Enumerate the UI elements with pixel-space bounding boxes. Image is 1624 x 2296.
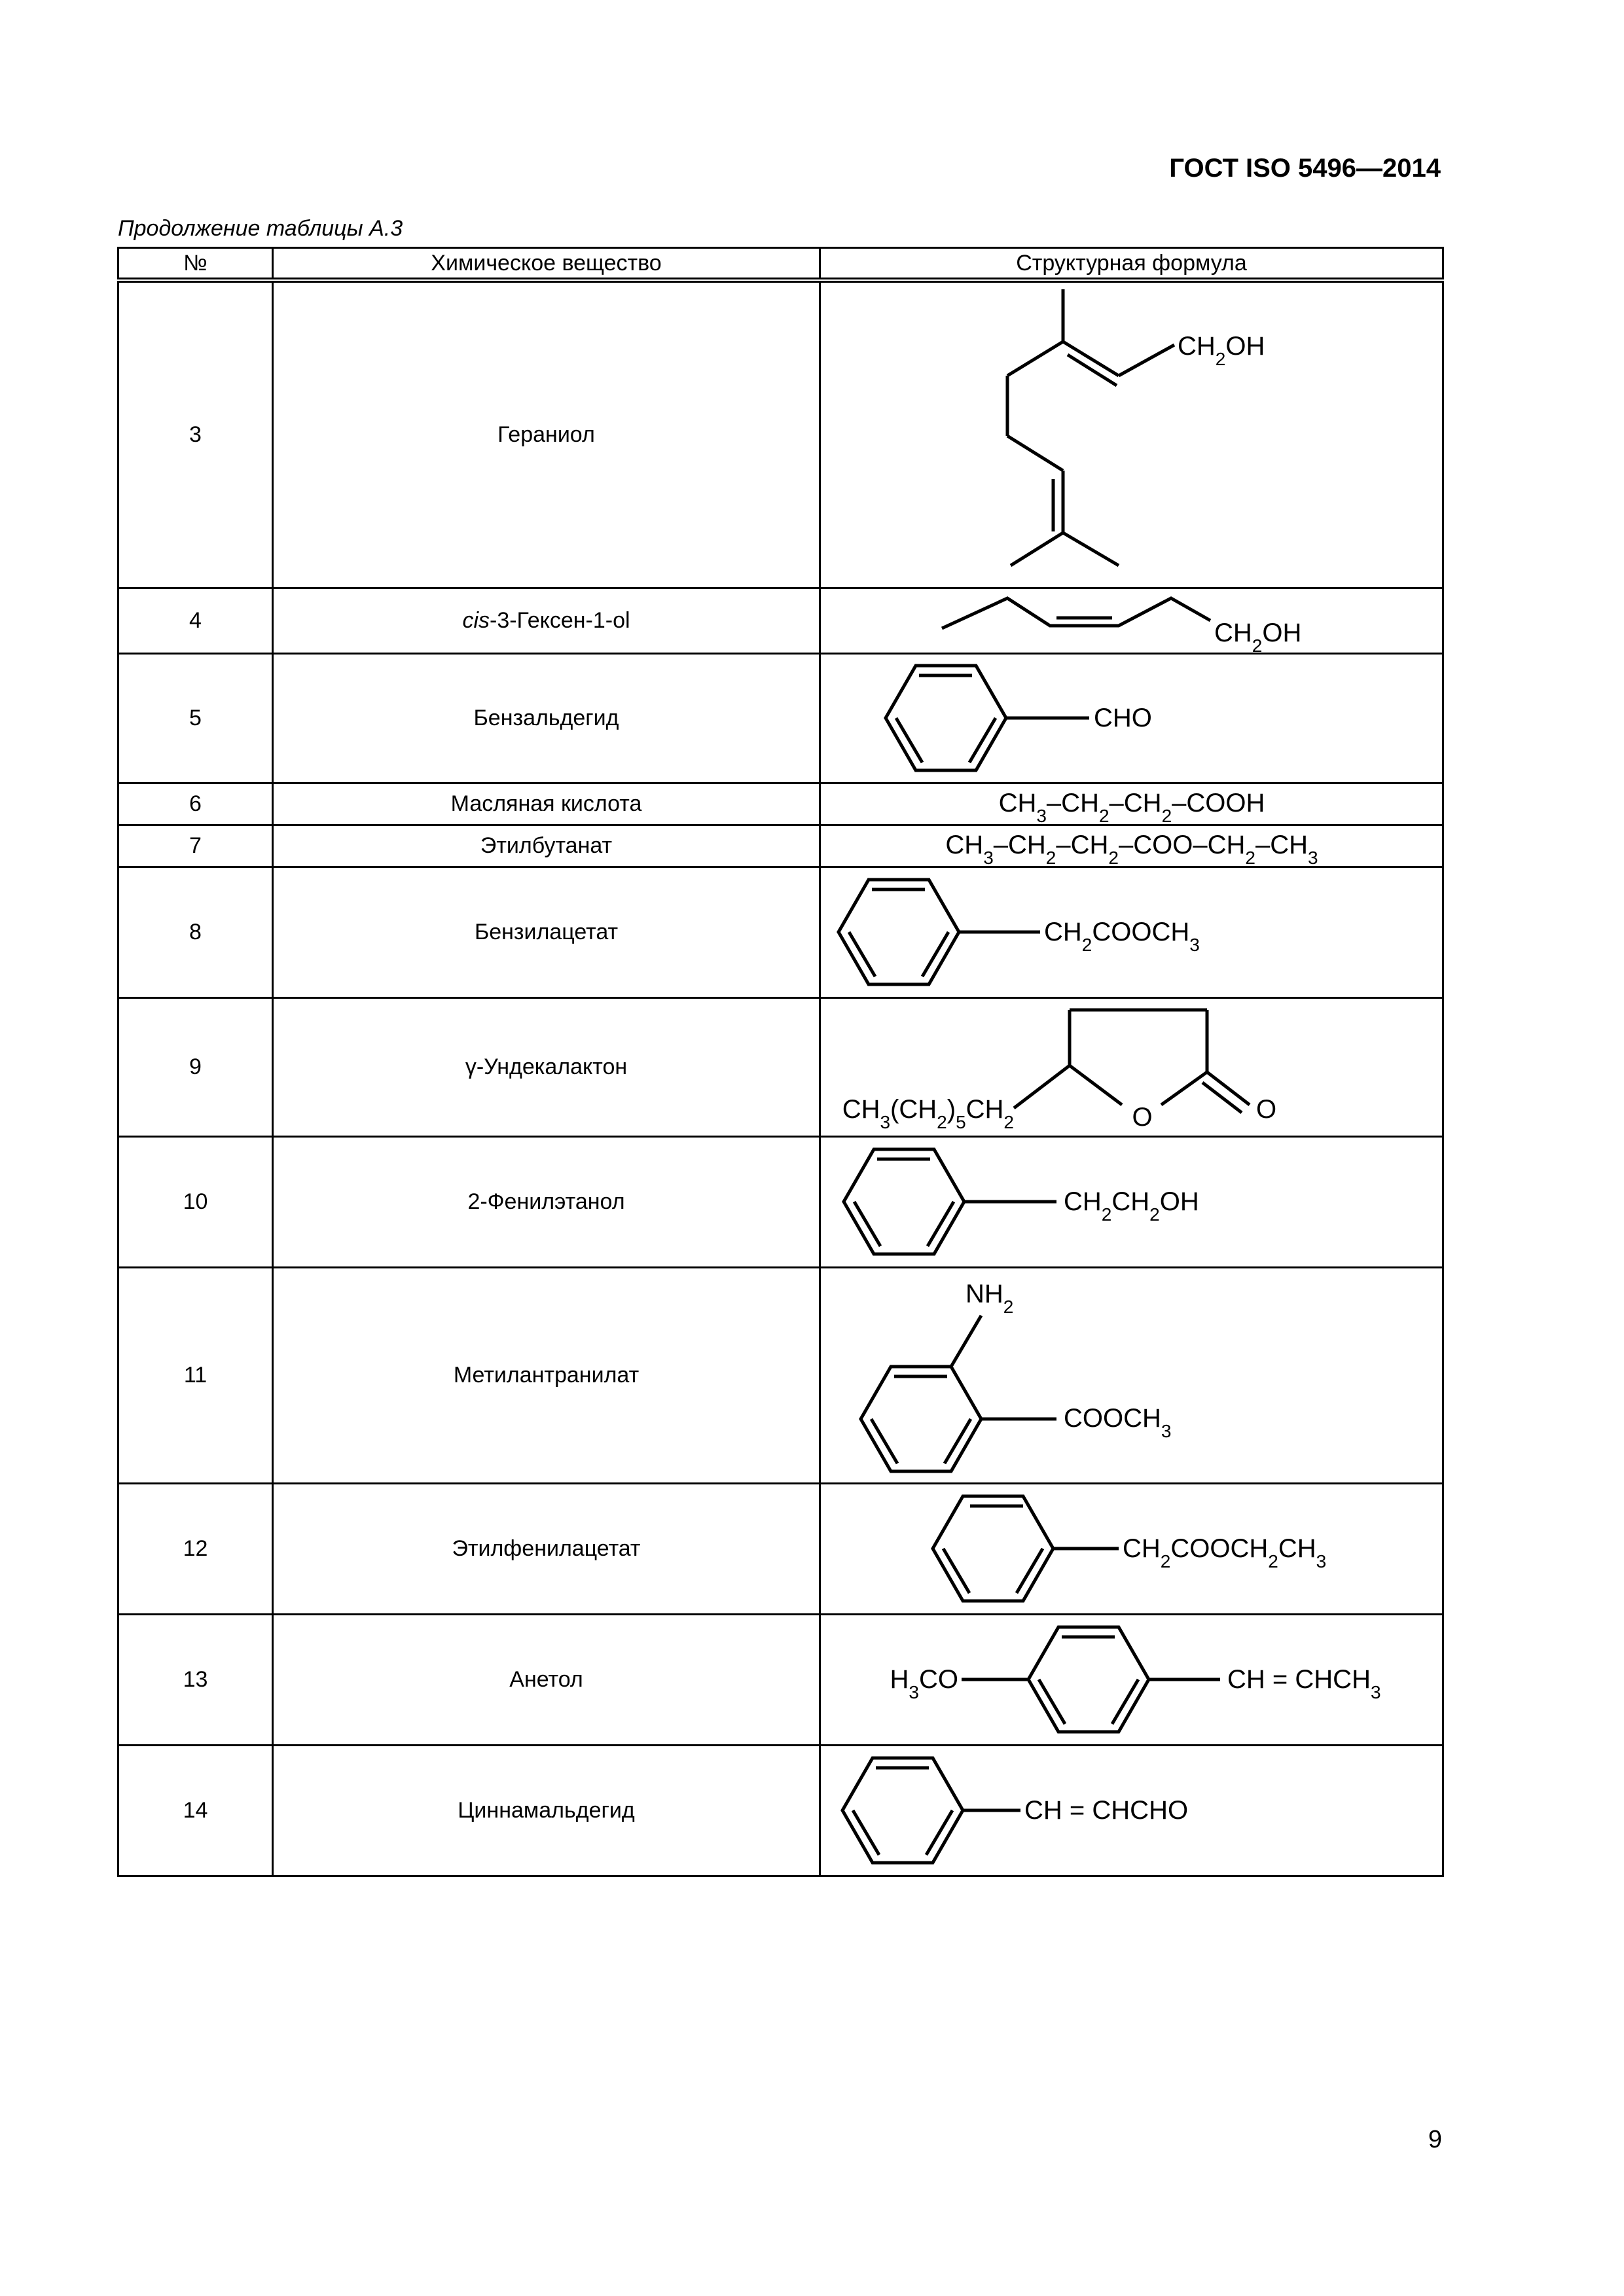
row-number: 6 [118, 783, 273, 825]
row-number: 12 [118, 1483, 273, 1614]
substance-name-main: -3-Гексен-1-ol [490, 607, 630, 633]
substance-name: 2-Фенилэтанол [273, 1136, 820, 1267]
structural-formula-cell [820, 783, 1443, 825]
formula-group-label: $COOCH_3$ [1063, 1404, 1171, 1441]
row-number: 5 [118, 653, 273, 783]
substance-name: γ-Ундекалактон [273, 997, 820, 1136]
table-row [118, 825, 1443, 867]
row-number: 4 [118, 588, 273, 653]
formula-group-label: CHO [1093, 704, 1152, 732]
table-row [118, 867, 1443, 997]
structural-formula-cell [820, 1483, 1443, 1614]
substance-name [273, 588, 820, 653]
standard-code: ГОСТ ISO 5496—2014 [1169, 154, 1441, 183]
methyl-anthranilate-structure [824, 1270, 1439, 1480]
substance-name: Бензальдегид [273, 653, 820, 783]
formula-group-label: $CH_2COOCH_2CH_3$ [1122, 1534, 1326, 1571]
substance-name: Этилфенилацетат [273, 1483, 820, 1614]
formula-group-label: $CH_3(CH_2)_5CH_2$ [842, 1094, 1014, 1132]
formula-group-label: $CH_2OH$ [1177, 332, 1265, 369]
ethyl-phenylacetate-structure [824, 1486, 1439, 1611]
structural-formula-cell [820, 280, 1443, 588]
benzyl-acetate-structure [824, 870, 1439, 994]
table-row [118, 1614, 1443, 1745]
row-number: 9 [118, 997, 273, 1136]
formula-text: $CH_3-CH_2-CH_2$–COOH [998, 789, 1265, 823]
carbonyl-oxygen-label: O [1255, 1094, 1276, 1124]
structural-formula-cell [820, 825, 1443, 867]
row-number: 8 [118, 867, 273, 997]
row-number: 7 [118, 825, 273, 867]
row-number: 11 [118, 1267, 273, 1483]
table-row [118, 1136, 1443, 1267]
table-row [118, 588, 1443, 653]
table-caption: Продолжение таблицы А.3 [118, 216, 403, 241]
structural-formula-cell [820, 1136, 1443, 1267]
formula-text: $CH_3-CH_2-CH_2-COO-CH_2-CH_3$ [945, 831, 1318, 865]
formula-group-label: $CH_2OH$ [1214, 619, 1301, 652]
substance-name: Масляная кислота [273, 783, 820, 825]
table-row [118, 1267, 1443, 1483]
formula-group-label: CH = CHCHO [1024, 1796, 1188, 1825]
hexenol-structure [824, 589, 1439, 652]
substance-name: Метилантранилат [273, 1267, 820, 1483]
substance-name: Циннамальдегид [273, 1745, 820, 1876]
benzaldehyde-structure [824, 656, 1439, 780]
column-header-number: № [118, 248, 273, 281]
anethole-structure [824, 1617, 1439, 1742]
structural-formula-cell [820, 1745, 1443, 1876]
structural-formula-cell [820, 997, 1443, 1136]
phenylethanol-structure [824, 1139, 1439, 1264]
ring-oxygen-label: O [1131, 1102, 1153, 1132]
row-number: 14 [118, 1745, 273, 1876]
geraniol-structure [824, 284, 1439, 585]
table-row [118, 653, 1443, 783]
table-row [118, 997, 1443, 1136]
structural-formula-cell [820, 1267, 1443, 1483]
table-row [118, 1745, 1443, 1876]
substance-name: Гераниол [273, 280, 820, 588]
structural-formula-cell [820, 1614, 1443, 1745]
formula-group-label: $CH_2CH_2OH$ [1063, 1187, 1199, 1225]
page-number: 9 [1428, 2126, 1442, 2153]
ethyl-butanoate-formula [824, 826, 1439, 865]
substance-name: Анетол [273, 1614, 820, 1745]
substance-name-prefix: cis [462, 607, 490, 633]
table-row [118, 280, 1443, 588]
undecalactone-structure [824, 1000, 1439, 1134]
methoxy-group-label: $H_3CO$ [890, 1665, 958, 1702]
substance-name: Этилбутанат [273, 825, 820, 867]
substance-name: Бензилацетат [273, 867, 820, 997]
column-header-formula: Структурная формула [820, 248, 1443, 281]
row-number: 3 [118, 280, 273, 588]
amino-group-label: $NH_2$ [965, 1280, 1013, 1317]
column-header-substance: Химическое вещество [273, 248, 820, 281]
row-number: 13 [118, 1614, 273, 1745]
structural-formula-cell [820, 867, 1443, 997]
row-number: 10 [118, 1136, 273, 1267]
structural-formula-cell [820, 588, 1443, 653]
table-row [118, 783, 1443, 825]
butyric-acid-formula [824, 784, 1439, 823]
cinnamaldehyde-structure [824, 1748, 1439, 1873]
formula-group-label: CH = $CHCH_3$ [1227, 1665, 1381, 1702]
table-row [118, 1483, 1443, 1614]
table-header-row [118, 248, 1443, 281]
structural-formula-cell [820, 653, 1443, 783]
substances-table [117, 247, 1444, 1877]
formula-group-label: $CH_2COOCH_3$ [1043, 918, 1200, 955]
